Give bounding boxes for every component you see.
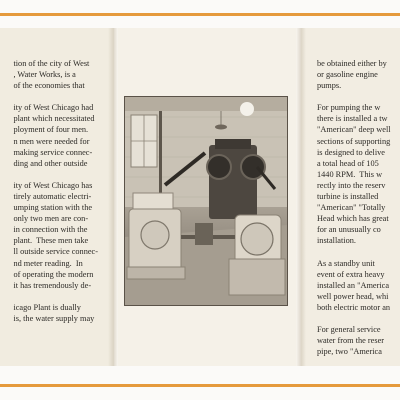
- bottom-orange-rule: [0, 384, 400, 387]
- left-column-line: in connection with the: [13, 225, 88, 235]
- right-column-line: installation.: [317, 236, 356, 246]
- left-column-line: ll outside service connec-: [13, 247, 98, 257]
- paragraph-gap: [13, 291, 98, 302]
- paragraph-gap: [13, 91, 98, 102]
- left-column-line: ity of West Chicago had: [13, 103, 94, 113]
- right-column-line: 1440 RPM. This w: [317, 169, 383, 179]
- left-column-line: ding and other outside: [13, 158, 88, 168]
- right-column-line: or gasoline engine: [317, 70, 378, 80]
- right-column-line: for an unusually co: [317, 225, 381, 235]
- right-panel: [301, 28, 400, 366]
- right-column-line: "American" deep well: [317, 125, 391, 135]
- right-column-line: "American" "Totally: [317, 203, 386, 213]
- left-column-line: icago Plant is dually: [13, 302, 81, 312]
- pump-machinery-illustration: [125, 97, 287, 305]
- left-column-line: umping station with the: [13, 203, 93, 213]
- left-column-line: , Water Works, is a: [13, 70, 76, 80]
- left-fold-shadow: [108, 28, 118, 366]
- paragraph-gap: [317, 91, 391, 102]
- right-fold-shadow: [296, 28, 306, 366]
- right-column-line: both electric motor an: [317, 302, 391, 312]
- right-column-line: As a standby unit: [317, 258, 375, 268]
- right-column-line: turbine is installed: [317, 192, 379, 202]
- right-column-line: event of extra heavy: [317, 269, 385, 279]
- right-column-line: be obtained either by: [317, 59, 387, 68]
- right-column-line: Head which has great: [317, 214, 389, 224]
- right-column-line: installed an "America: [317, 280, 390, 290]
- paragraph-gap: [13, 169, 98, 180]
- left-column-line: ployment of four men.: [13, 125, 89, 135]
- left-column-line: ity of West Chicago has: [13, 180, 93, 190]
- right-column-line: well power head, whi: [317, 291, 389, 301]
- right-column-line: rectly into the reserv: [317, 180, 386, 190]
- right-column-line: pipe, two "America: [317, 347, 382, 357]
- left-column-line: tirely automatic electri-: [13, 191, 92, 201]
- left-column-line: tion of the city of West: [13, 59, 90, 68]
- paragraph-gap: [317, 247, 391, 258]
- right-column-line: pumps.: [317, 81, 342, 91]
- right-column-text: [317, 58, 391, 357]
- right-column-line: there is installed a tw: [317, 114, 388, 124]
- left-column-line: nd meter reading. In: [13, 258, 83, 268]
- left-column-text: [13, 58, 98, 324]
- left-column-line: plant. These men take: [13, 236, 89, 246]
- right-column-line: sections of supporting: [317, 136, 391, 146]
- right-column-line: a total head of 105: [317, 158, 379, 168]
- left-panel: [0, 28, 114, 366]
- left-column-line: plant which necessitated: [13, 114, 95, 124]
- right-column-line: is designed to delive: [317, 147, 385, 157]
- left-column-line: n men were needed for: [13, 136, 90, 146]
- paragraph-gap: [317, 313, 391, 324]
- right-column-line: For pumping the w: [317, 103, 381, 113]
- left-column-line: making service connec-: [13, 147, 93, 157]
- top-orange-rule: [0, 13, 400, 16]
- center-panel: [114, 28, 301, 366]
- left-column-line: it has tremendously de-: [13, 280, 92, 290]
- left-column-line: only two men are con-: [13, 214, 89, 224]
- right-column-line: water from the reser: [317, 336, 385, 346]
- left-column-line: is, the water supply may: [13, 313, 95, 323]
- right-column-line: For general service: [317, 324, 381, 334]
- pumping-station-photo: [124, 96, 288, 306]
- left-column-line: of operating the modern: [13, 269, 94, 279]
- left-column-line: of the economies that: [13, 81, 85, 91]
